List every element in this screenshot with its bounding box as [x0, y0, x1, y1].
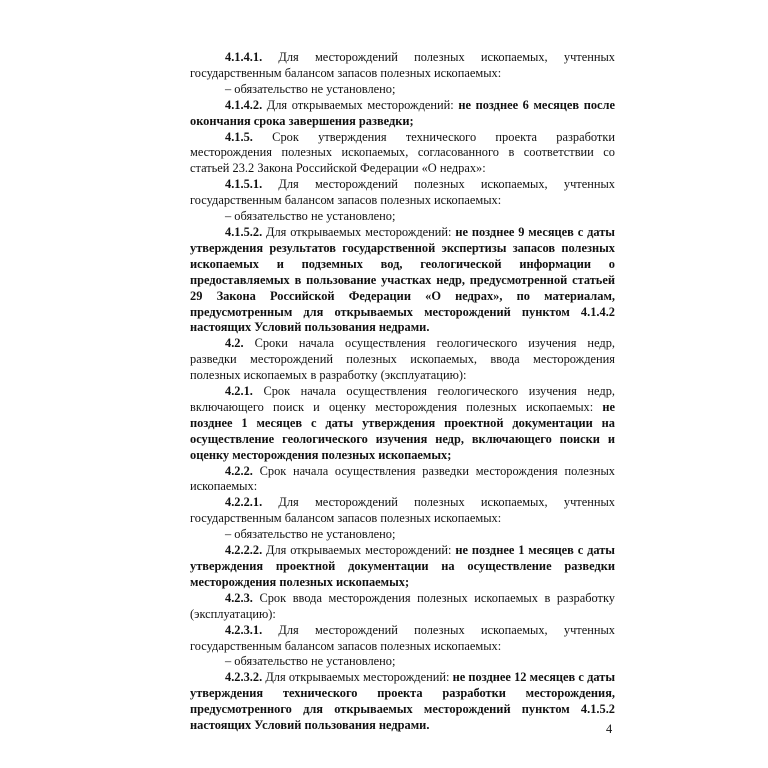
paragraph-4-2 [190, 336, 615, 384]
paragraph-4-1-5-2 [190, 225, 615, 336]
clause-number: 4.2.3.1. [225, 622, 263, 637]
clause-bold-text: не позднее 12 месяцев с даты утверждения технического проекта разработки месторождения, предусмотренного для открываемых месторождений пунктом 4.1.5.2 настоящих Условий пользования недрами. [190, 670, 615, 733]
clause-bold-text: не позднее 6 месяцев после окончания срока завершения разведки; [190, 97, 615, 128]
paragraph-4-2-3-1 [190, 623, 615, 655]
clause-bold-text: не позднее 1 месяцев с даты утверждения проектной документации на осуществление разведки месторождения полезных ископаемых; [190, 543, 615, 589]
clause-text: Для месторождений полезных ископаемых, учтенных государственным балансом запасов полезных ископаемых: [190, 50, 615, 80]
clause-text: – обязательство не установлено; [225, 654, 396, 669]
clause-bold-text: не позднее 1 месяцев с даты утверждения проектной документации на осуществление геологического изучения недр, включающего поиски и оценку месторождения полезных ископаемых; [190, 399, 615, 462]
clause-number: 4.2.2.2. [225, 543, 263, 558]
paragraph-4-2-1 [190, 384, 615, 464]
clause-text: Для открываемых месторождений: [262, 543, 456, 558]
clause-text: Срок начала осуществления разведки месторождения полезных ископаемых: [190, 463, 615, 494]
clause-number: 4.1.4.2. [225, 97, 263, 112]
paragraph-4-2-2 [190, 464, 615, 496]
paragraph-4-1-5-1 [190, 177, 615, 209]
clause-text: Срок ввода месторождения полезных ископаемых в разработку (эксплуатацию): [190, 590, 615, 621]
document-body [190, 50, 615, 734]
clause-text: Для открываемых месторождений: [262, 97, 459, 112]
clause-number: 4.2.2. [225, 463, 253, 478]
paragraph-4-1-4-1 [190, 50, 615, 82]
clause-number: 4.2.2.1. [225, 495, 263, 510]
clause-bold-text: не позднее 9 месяцев с даты утверждения результатов государственной экспертизы запасов полезных ископаемых и подземных вод, геологической информации о предоставляемых в пользование участках недр, предусмотренной статьей 29 Закона Российской Федерации «О недрах», по материалам, предусмотренным для открываемых месторождений пунктом 4.1.4.2 настоящих Условий пользования недрами. [190, 224, 615, 335]
clause-text: – обязательство не установлено; [225, 209, 396, 224]
paragraph-obligation [190, 654, 615, 670]
clause-text: Для открываемых месторождений: [262, 670, 453, 685]
clause-text: Для открываемых месторождений: [262, 224, 456, 239]
clause-number: 4.2.1. [225, 384, 253, 399]
paragraph-obligation [190, 209, 615, 225]
clause-text: Для месторождений полезных ископаемых, учтенных государственным балансом запасов полезных ископаемых: [190, 495, 615, 526]
paragraph-4-1-5 [190, 130, 615, 178]
clause-text: Для месторождений полезных ископаемых, учтенных государственным балансом запасов полезных ископаемых: [190, 177, 615, 208]
paragraph-obligation [190, 82, 615, 98]
clause-number: 4.2. [225, 336, 244, 351]
clause-text: Срок начала осуществления геологического изучения недр, включающего поиск и оценку месторождения полезных ископаемых: [190, 384, 615, 414]
clause-number: 4.2.3.2. [225, 670, 263, 685]
clause-text: Сроки начала осуществления геологического изучения недр, разведки месторождений полезных ископаемых, ввода месторождения полезных ископаемых в разработку (эксплуатацию): [190, 336, 615, 383]
clause-number: 4.1.5.2. [225, 224, 263, 239]
page-number: 4 [606, 722, 613, 736]
clause-number: 4.1.5. [225, 129, 253, 144]
clause-number: 4.2.3. [225, 590, 253, 605]
paragraph-4-2-3-2 [190, 670, 615, 734]
clause-number: 4.1.5.1. [225, 177, 263, 192]
clause-text: – обязательство не установлено; [225, 527, 396, 542]
clause-number: 4.1.4.1. [225, 50, 263, 64]
clause-text: Для месторождений полезных ископаемых, учтенных государственным балансом запасов полезных ископаемых: [190, 622, 615, 653]
clause-text: Срок утверждения технического проекта разработки месторождения полезных ископаемых, согласованного в соответствии со статьей 23.2 Закона Российской Федерации «О недрах»: [190, 129, 615, 176]
clause-text: – обязательство не установлено; [225, 81, 396, 96]
paragraph-4-2-2-2 [190, 543, 615, 591]
paragraph-4-2-3 [190, 591, 615, 623]
paragraph-4-2-2-1 [190, 495, 615, 527]
paragraph-obligation [190, 527, 615, 543]
paragraph-4-1-4-2 [190, 98, 615, 130]
